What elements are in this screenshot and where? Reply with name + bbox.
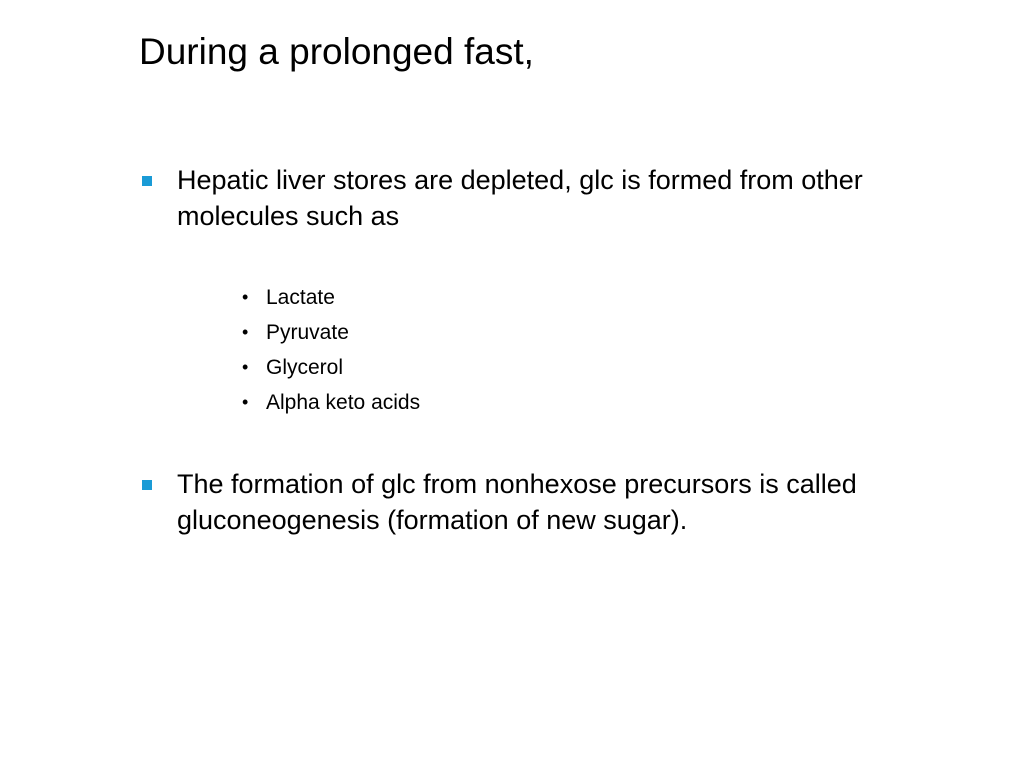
dot-bullet-icon: •	[242, 322, 249, 342]
bullet-text: The formation of glc from nonhexose precursors is called gluconeogenesis (formation of new sugar).	[177, 469, 857, 535]
sub-bullet-text: Lactate	[266, 286, 335, 309]
sub-bullet-text: Glycerol	[266, 356, 344, 379]
sub-bullet-text: Alpha keto acids	[266, 391, 421, 414]
bullet-point	[140, 466, 960, 538]
bullet-row	[140, 162, 960, 234]
sub-bullet-text: Pyruvate	[266, 321, 349, 344]
slide-title: During a prolonged fast,	[139, 31, 534, 72]
square-bullet-icon	[142, 480, 152, 490]
list-item	[240, 350, 420, 385]
list-item	[240, 315, 420, 350]
list-item	[240, 280, 420, 315]
bullet-point	[140, 162, 960, 234]
dot-bullet-icon: •	[242, 287, 249, 307]
square-bullet-icon	[142, 176, 152, 186]
bullet-row	[140, 466, 960, 538]
sub-bullet-list	[240, 280, 420, 420]
bullet-text: Hepatic liver stores are depleted, glc is formed from other molecules such as	[177, 165, 863, 231]
dot-bullet-icon: •	[242, 357, 249, 377]
list-item	[240, 385, 420, 420]
dot-bullet-icon: •	[242, 392, 249, 412]
